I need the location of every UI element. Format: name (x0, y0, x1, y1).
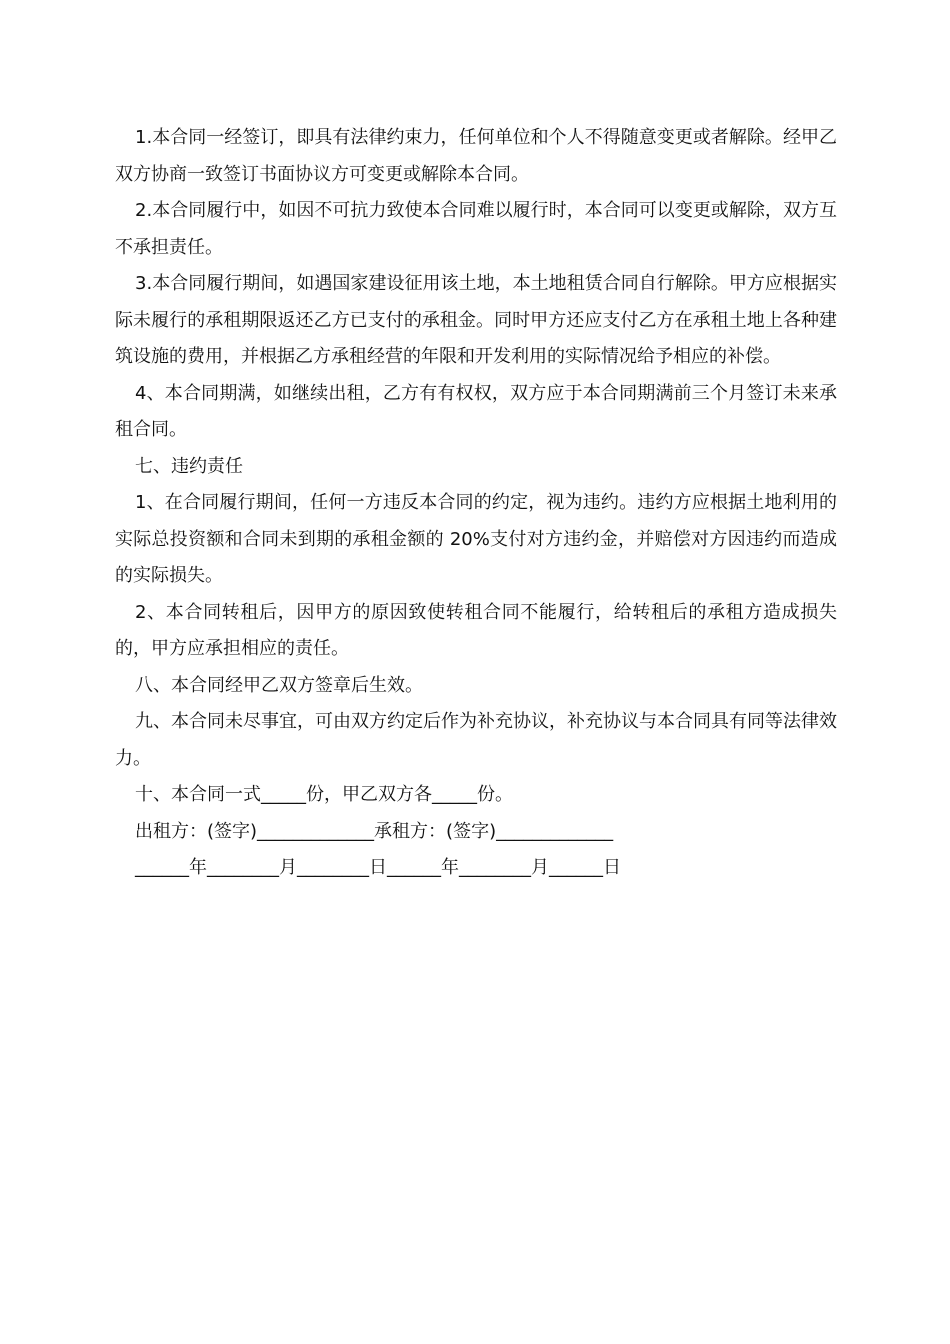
clause-effectiveness: 八、本合同经甲乙双方签章后生效。 (135, 674, 423, 696)
document-body (115, 120, 837, 887)
clause-land-requisition: 3.本合同履行期间，如遇国家建设征用该土地，本土地租赁合同自行解除。甲方应根据实际未履行的承租期限返还乙方已支付的承租金。同时甲方还应支付乙方在承租土地上各种建筑设施的费用，并根据乙方承租经营的年限和开发利用的实际情况给予相应的补偿。 (115, 273, 837, 367)
section-heading-breach: 七、违约责任 (135, 455, 243, 477)
clause-copies: 十、本合同一式_____份，甲乙双方各_____份。 (135, 784, 513, 805)
clause-force-majeure: 2.本合同履行中，如因不可抗力致使本合同难以履行时，本合同可以变更或解除，双方互不承担责任。 (115, 200, 837, 258)
signature-line: 出租方：(签字)_____________承租方：(签字)_____________ (135, 820, 614, 842)
clause-change-termination: 1.本合同一经签订，即具有法律约束力，任何单位和个人不得随意变更或者解除。经甲乙双方协商一致签订书面协议方可变更或解除本合同。 (115, 127, 837, 185)
date-line: ______年________月________日______年________月______日 (135, 857, 621, 878)
clause-renewal: 4、本合同期满，如继续出租，乙方有有权权，双方应于本合同期满前三个月签订未来承租合同。 (115, 382, 837, 440)
clause-supplementary-agreement: 九、本合同未尽事宜，可由双方约定后作为补充协议，补充协议与本合同具有同等法律效力。 (115, 711, 837, 769)
clause-sublease-liability: 2、本合同转租后，因甲方的原因致使转租合同不能履行，给转租后的承租方造成损失的，甲方应承担相应的责任。 (115, 601, 837, 659)
clause-breach-penalty: 1、在合同履行期间，任何一方违反本合同的约定，视为违约。违约方应根据土地利用的实际总投资额和合同未到期的承租金额的 20%支付对方违约金，并赔偿对方因违约而造成的实际损失。 (115, 492, 837, 586)
